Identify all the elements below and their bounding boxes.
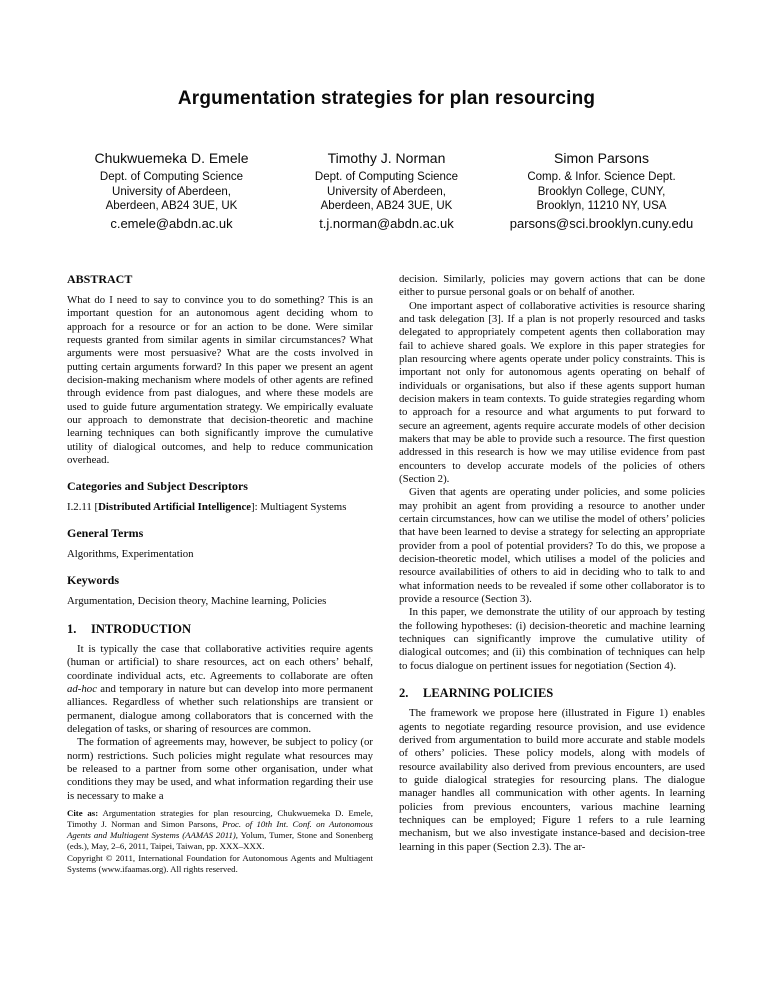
categories-text-post: ]: Multiagent Systems — [251, 501, 347, 514]
author-affiliation-line: Brooklyn College, CUNY, — [537, 185, 666, 198]
general-terms-heading: General Terms — [67, 526, 144, 541]
intro-paragraph-1-pre: It is typically the case that collaborative activities require agents (human or artificial) to share resources, act on each others’ behalf, coordinate individual acts, etc. Agreements to collaborate are often — [67, 642, 373, 682]
body-paragraph-resource-sharing: One important aspect of collaborative activities is resource sharing and task delegation [3]. If a plan is not properly resourced and tasks delegated to appropriately competent agents then collaboration may fail to achieve shared goals. We explore in this paper strategies for plan resourcing where agents operate under policy constraints. This is important not only for autonomous agents operating on behalf of individuals or organisations, but also if these agents support human decision makers in team contexts. To guide strategies regarding whom to approach for a resource and what arguments to put forward to secure an agreement, agents require accurate models of other decision makers that may be able to provide such a resource. The first question addressed in this research is how we may utilise evidence from past encounters to develop accurate models of the policies of others (Section 2). — [399, 299, 705, 486]
categories-text-bold: Distributed Artificial Intelligence — [98, 501, 252, 514]
author-affiliation-line: Brooklyn, 11210 NY, USA — [536, 200, 667, 213]
author-block — [67, 150, 706, 231]
copyright-text: Copyright © 2011, International Foundation for Autonomous Agents and Multiagent Systems (www.ifaamas.org). All rights reserved. — [67, 852, 373, 874]
author-card-1 — [67, 150, 276, 231]
cite-as-text-2: , Yolum, Tumer, Stone and Sonenberg (eds.), May, 2–6, 2011, Taipei, Taiwan, pp. XXX–XXX. — [67, 830, 374, 852]
author-email: t.j.norman@abdn.ac.uk — [319, 216, 454, 232]
cite-as-text-1: Argumentation strategies for plan resourcing, Chukwuemeka D. Emele, Timothy J. Norman and Simon Parsons, — [67, 807, 373, 830]
cite-as-label: Cite as: — [67, 807, 99, 818]
right-column — [399, 273, 705, 875]
abstract-heading: ABSTRACT — [67, 272, 133, 287]
categories-text — [67, 501, 373, 514]
author-card-2 — [282, 150, 491, 231]
learning-policies-heading — [399, 686, 705, 700]
paper-title: Argumentation strategies for plan resourcing — [177, 88, 596, 109]
keywords-text: Argumentation, Decision theory, Machine learning, Policies — [67, 595, 327, 608]
author-name: Timothy J. Norman — [327, 150, 446, 166]
left-column — [67, 273, 373, 875]
intro-paragraph-1-italic: ad-hoc — [67, 682, 97, 695]
author-affiliation-line: University of Aberdeen, — [327, 185, 446, 198]
keywords-heading: Keywords — [67, 573, 119, 588]
author-affiliation-line: Comp. & Infor. Science Dept. — [527, 171, 676, 183]
introduction-heading-text: INTRODUCTION — [91, 621, 192, 636]
categories-heading: Categories and Subject Descriptors — [67, 479, 248, 494]
author-name: Chukwuemeka D. Emele — [94, 150, 249, 166]
cite-as-italic: Proc. of 10th Int. Conf. on Autonomous Agents and Multiagent Systems (AAMAS 2011) — [67, 819, 373, 841]
abstract-text: What do I need to say to convince you to do something? This is an important question for an autonomous agent deciding whom to approach for a resource or for an action to be done. Were similar requests granted from similar agents in similar circumstances? What arguments were most persuasive? What are the costs involved in putting certain arguments forward? In this paper we present an agent decision-making mechanism where models of other agents are refined through evidence from past dialogues, and where these models are used to guide future argumentation strategy. We empirically evaluate our approach to demonstrate that decision-theoretic and machine learning techniques can both significantly improve the cumulative utility of dialogical outcomes, and help to reduce communication overhead. — [67, 293, 373, 466]
author-name: Simon Parsons — [554, 150, 649, 166]
learning-policies-section-number: 2. — [399, 686, 409, 700]
author-email: parsons@sci.brooklyn.cuny.edu — [509, 216, 694, 232]
author-affiliation-line: Dept. of Computing Science — [99, 171, 244, 183]
author-card-3 — [497, 150, 706, 231]
author-affiliation-line: Aberdeen, AB24 3UE, UK — [105, 200, 238, 213]
intro-paragraph-1-post: and temporary in nature but can develop into more permanent alliances. Regardless of whether such relationships are transient or permanent, dialogue among collaborators that is concerned with the delegation of tasks, or sharing of resources are common. — [67, 682, 373, 735]
author-email: c.emele@abdn.ac.uk — [110, 216, 233, 232]
author-affiliation-line: University of Aberdeen, — [112, 185, 231, 198]
introduction-heading — [67, 622, 373, 636]
learning-policies-paragraph: The framework we propose here (illustrated in Figure 1) enables agents to negotiate regarding resource provision, and use evidence derived from argumentation to build more accurate and stable models of others’ policies. These policy models, along with models of resource availability also derived from previous encounters, are used to guide dialogical strategies for resourcing plans. The dialogue manager handles all communication with other agents. In learning policies from previous encounters, various machine learning techniques can be employed; Figure 1 refers to a rule learning mechanism, but we also investigate instance-based and decision-tree learning in this paper (Section 2.3). The ar- — [399, 707, 705, 853]
intro-paragraph-2: The formation of agreements may, however, be subject to policy (or norm) restrictions. Such policies might regulate what resources may be released to a partner from some other organisation, under what conditions they may be used, and what information regarding their use is necessary to make a — [67, 736, 373, 802]
cite-as-text — [67, 808, 373, 853]
categories-text-pre: I.2.11 [ — [67, 501, 99, 514]
introduction-section-number: 1. — [67, 621, 77, 636]
learning-policies-heading-text: LEARNING POLICIES — [423, 686, 554, 700]
intro-paragraph-1 — [67, 643, 373, 736]
continuation-paragraph: decision. Similarly, policies may govern actions that can be done either to pursue personal goals or on behalf of another. — [399, 273, 705, 299]
body-paragraph-policies: Given that agents are operating under policies, and some policies may prohibit an agent from providing a resource to another under certain circumstances, how can we utilise the model of others’ policies that have been learned to devise a strategy for selecting an appropriate provider from a pool of potential providers? To do this, we propose a decision-theoretic model, which utilises a model of the policies and resource availabilities of others to aid in deciding who to talk to and what information needs to be revealed if some other collaborator is to provide a resource (Section 3). — [399, 486, 705, 606]
body-columns — [67, 273, 706, 875]
general-terms-text: Algorithms, Experimentation — [67, 548, 194, 561]
body-paragraph-hypotheses: In this paper, we demonstrate the utility of our approach by testing the following hypotheses: (i) decision-theoretic and machine learning techniques can significantly improve the cumulative utility of dialogical outcomes; and (ii) this combination of techniques can help to focus dialogue on pertinent issues for negotiation (Section 4). — [399, 606, 705, 672]
cite-as-block — [67, 808, 373, 875]
author-affiliation-line: Aberdeen, AB24 3UE, UK — [320, 200, 453, 213]
author-affiliation-line: Dept. of Computing Science — [314, 171, 459, 183]
